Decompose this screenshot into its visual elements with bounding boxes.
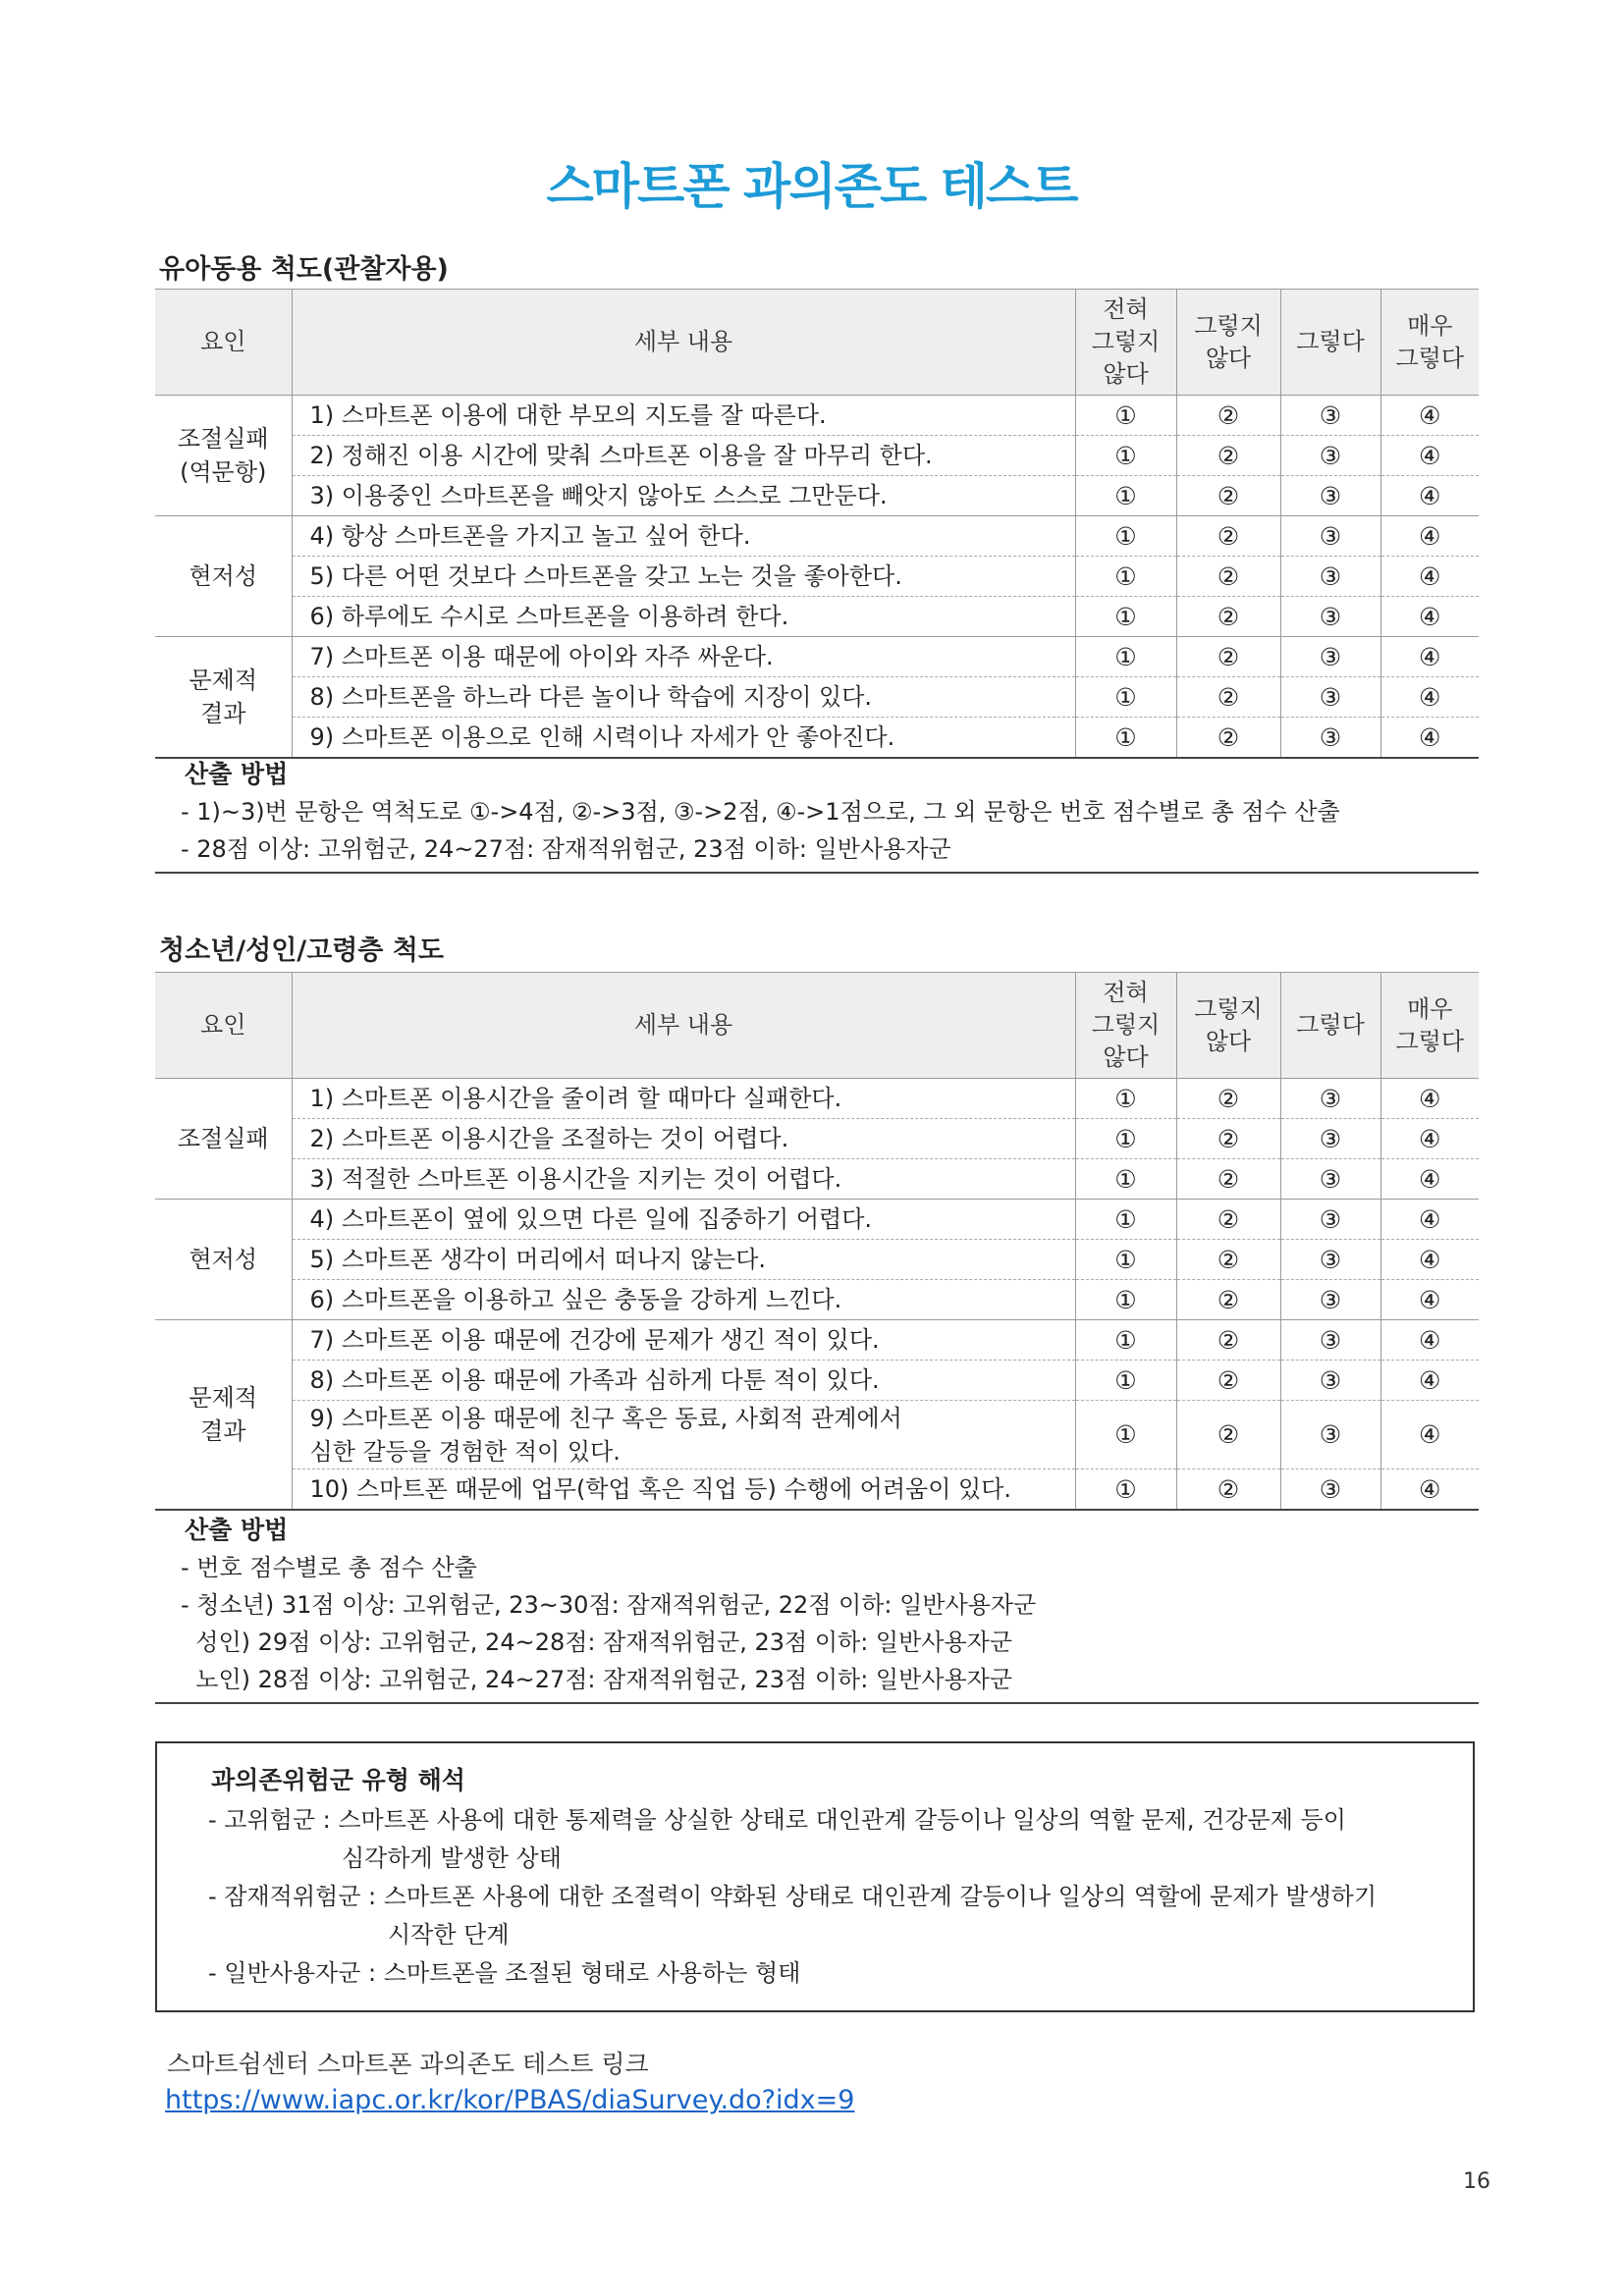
item-cell: 4) 항상 스마트폰을 가지고 놀고 싶어 한다. xyxy=(292,516,1075,557)
table-row xyxy=(155,1159,1479,1200)
table1-calc xyxy=(155,756,1479,874)
item-cell: 9) 스마트폰 이용으로 인해 시력이나 자세가 안 좋아진다. xyxy=(292,718,1075,759)
table1-heading: 유아동용 척도(관찰자용) xyxy=(159,254,449,285)
choice-4-cell[interactable]: ④ xyxy=(1380,557,1479,597)
survey-link[interactable]: https://www.iapc.or.kr/kor/PBAS/diaSurvey.do?idx=9 xyxy=(165,2085,855,2115)
choice-1-cell[interactable]: ① xyxy=(1075,1469,1176,1511)
table-row xyxy=(155,396,1479,436)
choice-3-cell[interactable]: ③ xyxy=(1280,1119,1380,1159)
page-number: 16 xyxy=(1463,2169,1490,2194)
item-cell: 3) 적절한 스마트폰 이용시간을 지키는 것이 어렵다. xyxy=(292,1159,1075,1200)
table2-calc-line: 노인) 28점 이상: 고위험군, 24~27점: 잠재적위험군, 23점 이하: 일반사용자군 xyxy=(181,1666,1013,1693)
table1-calc-title: 산출 방법 xyxy=(185,760,289,788)
choice-1-cell[interactable]: ① xyxy=(1075,1079,1176,1119)
factor-cell: 조절실패 (역문항) xyxy=(155,396,292,516)
choice-1-cell[interactable]: ① xyxy=(1075,1119,1176,1159)
choice-3-cell[interactable]: ③ xyxy=(1280,396,1380,436)
choice-3-cell[interactable]: ③ xyxy=(1280,677,1380,718)
choice-2-cell[interactable]: ② xyxy=(1176,718,1280,759)
choice-3-cell[interactable]: ③ xyxy=(1280,476,1380,516)
choice-4-cell[interactable]: ④ xyxy=(1380,1079,1479,1119)
choice-3-cell[interactable]: ③ xyxy=(1280,1361,1380,1401)
choice-2-cell[interactable]: ② xyxy=(1176,1119,1280,1159)
table-row xyxy=(155,557,1479,597)
table1-header-opt4: 매우 그렇다 xyxy=(1380,290,1479,396)
table2-calc-line: - 번호 점수별로 총 점수 산출 xyxy=(181,1554,477,1581)
table2-header-row xyxy=(155,973,1479,1079)
table2-header-opt3: 그렇다 xyxy=(1280,973,1380,1079)
choice-3-cell[interactable]: ③ xyxy=(1280,1159,1380,1200)
table-row xyxy=(155,637,1479,677)
choice-3-cell[interactable]: ③ xyxy=(1280,1320,1380,1361)
choice-3-cell[interactable]: ③ xyxy=(1280,557,1380,597)
table2-heading: 청소년/성인/고령층 척도 xyxy=(159,935,444,966)
item-cell: 2) 스마트폰 이용시간을 조절하는 것이 어렵다. xyxy=(292,1119,1075,1159)
table-row xyxy=(155,1361,1479,1401)
table2-header-opt4: 매우 그렇다 xyxy=(1380,973,1479,1079)
link-label: 스마트쉼센터 스마트폰 과의존도 테스트 링크 xyxy=(167,2050,649,2078)
table1 xyxy=(155,289,1479,759)
item-cell: 8) 스마트폰을 하느라 다른 놀이나 학습에 지장이 있다. xyxy=(292,677,1075,718)
choice-1-cell[interactable]: ① xyxy=(1075,718,1176,759)
choice-1-cell[interactable]: ① xyxy=(1075,436,1176,476)
item-cell: 10) 스마트폰 때문에 업무(학업 혹은 직업 등) 수행에 어려움이 있다. xyxy=(292,1469,1075,1511)
choice-2-cell[interactable]: ② xyxy=(1176,1159,1280,1200)
choice-1-cell[interactable]: ① xyxy=(1075,1159,1176,1200)
choice-1-cell[interactable]: ① xyxy=(1075,557,1176,597)
choice-4-cell[interactable]: ④ xyxy=(1380,1320,1479,1361)
choice-3-cell[interactable]: ③ xyxy=(1280,1200,1380,1240)
table1-header-content: 세부 내용 xyxy=(292,290,1075,396)
table2-header-opt2: 그렇지 않다 xyxy=(1176,973,1280,1079)
table-row xyxy=(155,1320,1479,1361)
table1-calc-line: - 28점 이상: 고위험군, 24~27점: 잠재적위험군, 23점 이하: 일반사용자군 xyxy=(181,835,951,863)
choice-2-cell[interactable]: ② xyxy=(1176,1079,1280,1119)
choice-4-cell[interactable]: ④ xyxy=(1380,637,1479,677)
choice-2-cell[interactable]: ② xyxy=(1176,476,1280,516)
interpretation-title: 과의존위험군 유형 해석 xyxy=(211,1766,465,1794)
choice-2-cell[interactable]: ② xyxy=(1176,1240,1280,1280)
item-cell: 5) 스마트폰 생각이 머리에서 떠나지 않는다. xyxy=(292,1240,1075,1280)
choice-2-cell[interactable]: ② xyxy=(1176,1361,1280,1401)
table-row xyxy=(155,677,1479,718)
factor-cell: 문제적 결과 xyxy=(155,637,292,759)
item-cell: 7) 스마트폰 이용 때문에 아이와 자주 싸운다. xyxy=(292,637,1075,677)
choice-2-cell[interactable]: ② xyxy=(1176,637,1280,677)
choice-1-cell[interactable]: ① xyxy=(1075,677,1176,718)
item-cell: 3) 이용중인 스마트폰을 빼앗지 않아도 스스로 그만둔다. xyxy=(292,476,1075,516)
table2-header-factor: 요인 xyxy=(155,973,292,1079)
table2 xyxy=(155,972,1479,1511)
table2-calc-line: - 청소년) 31점 이상: 고위험군, 23~30점: 잠재적위험군, 22점 이하: 일반사용자군 xyxy=(181,1591,1037,1619)
table1-header-opt2: 그렇지 않다 xyxy=(1176,290,1280,396)
choice-1-cell[interactable]: ① xyxy=(1075,637,1176,677)
item-cell: 2) 정해진 이용 시간에 맞춰 스마트폰 이용을 잘 마무리 한다. xyxy=(292,436,1075,476)
choice-1-cell[interactable]: ① xyxy=(1075,597,1176,637)
table-row xyxy=(155,1200,1479,1240)
table1-body xyxy=(155,396,1479,759)
choice-3-cell[interactable]: ③ xyxy=(1280,597,1380,637)
table-row xyxy=(155,1280,1479,1320)
choice-4-cell[interactable]: ④ xyxy=(1380,1361,1479,1401)
choice-1-cell[interactable]: ① xyxy=(1075,1320,1176,1361)
choice-4-cell[interactable]: ④ xyxy=(1380,476,1479,516)
choice-2-cell[interactable]: ② xyxy=(1176,1280,1280,1320)
choice-2-cell[interactable]: ② xyxy=(1176,677,1280,718)
table-row xyxy=(155,1079,1479,1119)
item-cell: 1) 스마트폰 이용시간을 줄이려 할 때마다 실패한다. xyxy=(292,1079,1075,1119)
choice-1-cell[interactable]: ① xyxy=(1075,1401,1176,1469)
choice-2-cell[interactable]: ② xyxy=(1176,597,1280,637)
choice-3-cell[interactable]: ③ xyxy=(1280,1401,1380,1469)
interpretation-latent-cont: 시작한 단계 xyxy=(388,1921,510,1949)
choice-4-cell[interactable]: ④ xyxy=(1380,597,1479,637)
interpretation-latent: - 잠재적위험군 : 스마트폰 사용에 대한 조절력이 약화된 상태로 대인관계 갈등이나 일상의 역할에 문제가 발생하기 xyxy=(208,1883,1378,1910)
choice-3-cell[interactable]: ③ xyxy=(1280,516,1380,557)
choice-1-cell[interactable]: ① xyxy=(1075,1280,1176,1320)
choice-3-cell[interactable]: ③ xyxy=(1280,1240,1380,1280)
table-row xyxy=(155,718,1479,759)
choice-4-cell[interactable]: ④ xyxy=(1380,1119,1479,1159)
item-cell: 8) 스마트폰 이용 때문에 가족과 심하게 다툰 적이 있다. xyxy=(292,1361,1075,1401)
table2-body xyxy=(155,1079,1479,1511)
table2-calc-line: 성인) 29점 이상: 고위험군, 24~28점: 잠재적위험군, 23점 이하: 일반사용자군 xyxy=(181,1629,1013,1656)
table-row xyxy=(155,476,1479,516)
choice-4-cell[interactable]: ④ xyxy=(1380,1159,1479,1200)
choice-4-cell[interactable]: ④ xyxy=(1380,396,1479,436)
table-row xyxy=(155,1240,1479,1280)
table-row xyxy=(155,1119,1479,1159)
choice-1-cell[interactable]: ① xyxy=(1075,1240,1176,1280)
table-row xyxy=(155,1401,1479,1469)
item-cell: 4) 스마트폰이 옆에 있으면 다른 일에 집중하기 어렵다. xyxy=(292,1200,1075,1240)
table2-calc-title: 산출 방법 xyxy=(185,1516,289,1544)
choice-2-cell[interactable]: ② xyxy=(1176,1200,1280,1240)
interpretation-box xyxy=(155,1741,1475,2012)
choice-4-cell[interactable]: ④ xyxy=(1380,677,1479,718)
item-cell: 1) 스마트폰 이용에 대한 부모의 지도를 잘 따른다. xyxy=(292,396,1075,436)
choice-3-cell[interactable]: ③ xyxy=(1280,718,1380,759)
table-row xyxy=(155,1469,1479,1511)
choice-3-cell[interactable]: ③ xyxy=(1280,637,1380,677)
factor-cell: 문제적 결과 xyxy=(155,1320,292,1511)
choice-2-cell[interactable]: ② xyxy=(1176,1320,1280,1361)
page-title: 스마트폰 과의존도 테스트 xyxy=(546,158,1077,215)
table1-header-row xyxy=(155,290,1479,396)
choice-1-cell[interactable]: ① xyxy=(1075,1200,1176,1240)
choice-3-cell[interactable]: ③ xyxy=(1280,436,1380,476)
table1-header-opt1: 전혀 그렇지 않다 xyxy=(1075,290,1176,396)
choice-2-cell[interactable]: ② xyxy=(1176,557,1280,597)
choice-1-cell[interactable]: ① xyxy=(1075,396,1176,436)
choice-1-cell[interactable]: ① xyxy=(1075,1361,1176,1401)
item-cell: 6) 하루에도 수시로 스마트폰을 이용하려 한다. xyxy=(292,597,1075,637)
table2-header-opt1: 전혀 그렇지 않다 xyxy=(1075,973,1176,1079)
table1-header-factor: 요인 xyxy=(155,290,292,396)
choice-4-cell[interactable]: ④ xyxy=(1380,1469,1479,1511)
factor-cell: 현저성 xyxy=(155,516,292,637)
factor-cell: 조절실패 xyxy=(155,1079,292,1200)
table2-header-content: 세부 내용 xyxy=(292,973,1075,1079)
choice-2-cell[interactable]: ② xyxy=(1176,516,1280,557)
item-cell: 5) 다른 어떤 것보다 스마트폰을 갖고 노는 것을 좋아한다. xyxy=(292,557,1075,597)
choice-4-cell[interactable]: ④ xyxy=(1380,1401,1479,1469)
choice-4-cell[interactable]: ④ xyxy=(1380,436,1479,476)
choice-1-cell[interactable]: ① xyxy=(1075,476,1176,516)
table-row xyxy=(155,597,1479,637)
item-cell: 9) 스마트폰 이용 때문에 친구 혹은 동료, 사회적 관계에서 심한 갈등을 경험한 적이 있다. xyxy=(292,1401,1075,1469)
table1-header-opt3: 그렇다 xyxy=(1280,290,1380,396)
choice-2-cell[interactable]: ② xyxy=(1176,396,1280,436)
choice-4-cell[interactable]: ④ xyxy=(1380,1280,1479,1320)
table1-calc-line: - 1)~3)번 문항은 역척도로 ①->4점, ②->3점, ③->2점, ④->1점으로, 그 외 문항은 번호 점수별로 총 점수 산출 xyxy=(181,798,1340,826)
factor-cell: 현저성 xyxy=(155,1200,292,1320)
choice-4-cell[interactable]: ④ xyxy=(1380,516,1479,557)
choice-4-cell[interactable]: ④ xyxy=(1380,1200,1479,1240)
choice-4-cell[interactable]: ④ xyxy=(1380,1240,1479,1280)
interpretation-high-cont: 심각하게 발생한 상태 xyxy=(342,1844,562,1872)
interpretation-general: - 일반사용자군 : 스마트폰을 조절된 형태로 사용하는 형태 xyxy=(208,1959,801,1987)
choice-3-cell[interactable]: ③ xyxy=(1280,1469,1380,1511)
table-row xyxy=(155,516,1479,557)
choice-2-cell[interactable]: ② xyxy=(1176,1469,1280,1511)
table2-calc xyxy=(155,1512,1479,1704)
choice-2-cell[interactable]: ② xyxy=(1176,436,1280,476)
table-row xyxy=(155,436,1479,476)
item-cell: 6) 스마트폰을 이용하고 싶은 충동을 강하게 느낀다. xyxy=(292,1280,1075,1320)
interpretation-high: - 고위험군 : 스마트폰 사용에 대한 통제력을 상실한 상태로 대인관계 갈등이나 일상의 역할 문제, 건강문제 등이 xyxy=(208,1806,1346,1834)
choice-1-cell[interactable]: ① xyxy=(1075,516,1176,557)
choice-3-cell[interactable]: ③ xyxy=(1280,1079,1380,1119)
item-cell: 7) 스마트폰 이용 때문에 건강에 문제가 생긴 적이 있다. xyxy=(292,1320,1075,1361)
choice-2-cell[interactable]: ② xyxy=(1176,1401,1280,1469)
choice-3-cell[interactable]: ③ xyxy=(1280,1280,1380,1320)
choice-4-cell[interactable]: ④ xyxy=(1380,718,1479,759)
